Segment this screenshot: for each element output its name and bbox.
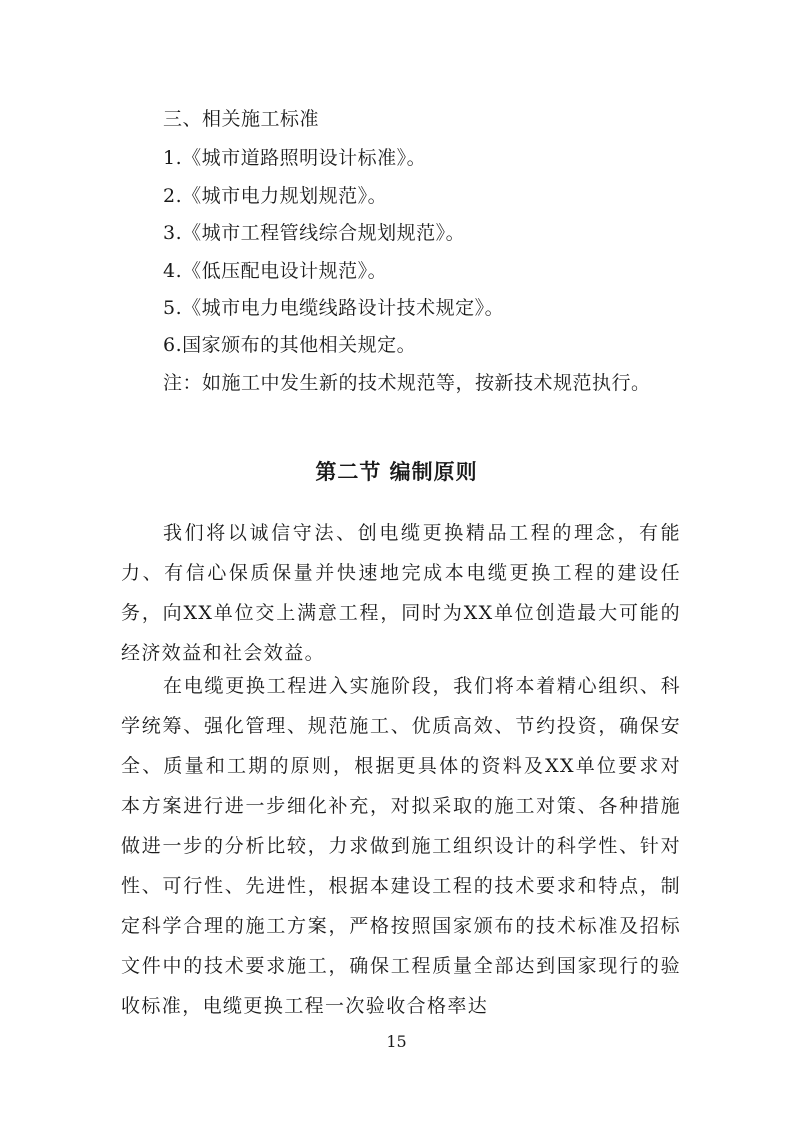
standard-item-4: 4.《低压配电设计规范》。 [163, 260, 388, 282]
section-title: 三、相关施工标准 [163, 108, 320, 130]
standard-item-1: 1.《城市道路照明设计标准》。 [163, 147, 427, 169]
standard-item-3: 3.《城市工程管线综合规划规范》。 [163, 222, 466, 244]
note-text: 注：如施工中发生新的技术规范等，按新技术规范执行。 [163, 372, 651, 394]
standard-item-6: 6.国家颁布的其他相关规定。 [163, 334, 417, 356]
section-heading: 第二节 编制原则 [315, 460, 478, 484]
paragraph-1: 我们将以诚信守法、创电缆更换精品工程的理念，有能力、有信心保质保量并快速地完成本电缆更换工程的建设任务，向XX单位交上满意工程，同时为XX单位创造最大可能的经济效益和社会效益。 [121, 522, 681, 664]
paragraph-2: 在电缆更换工程进入实施阶段，我们将本着精心组织、科学统筹、强化管理、规范施工、优质高效、节约投资，确保安全、质量和工期的原则，根据更具体的资料及XX单位要求对本方案进行进一步细化补充，对拟采取的施工对策、各种措施做进一步的分析比较，力求做到施工组织设计的科学性、针对性、可行性、先进性，根据本建设工程的技术要求和特点，制定科学合理的施工方案，严格按照国家颁布的技术标准及招标文件中的技术要求施工，确保工程质量全部达到国家现行的验收标准，电缆更换工程一次验收合格率达 [121, 675, 681, 1017]
page-number: 15 [386, 1032, 407, 1051]
standard-item-5: 5.《城市电力电缆线路设计技术规定》。 [163, 297, 505, 319]
standard-item-2: 2.《城市电力规划规范》。 [163, 185, 388, 207]
